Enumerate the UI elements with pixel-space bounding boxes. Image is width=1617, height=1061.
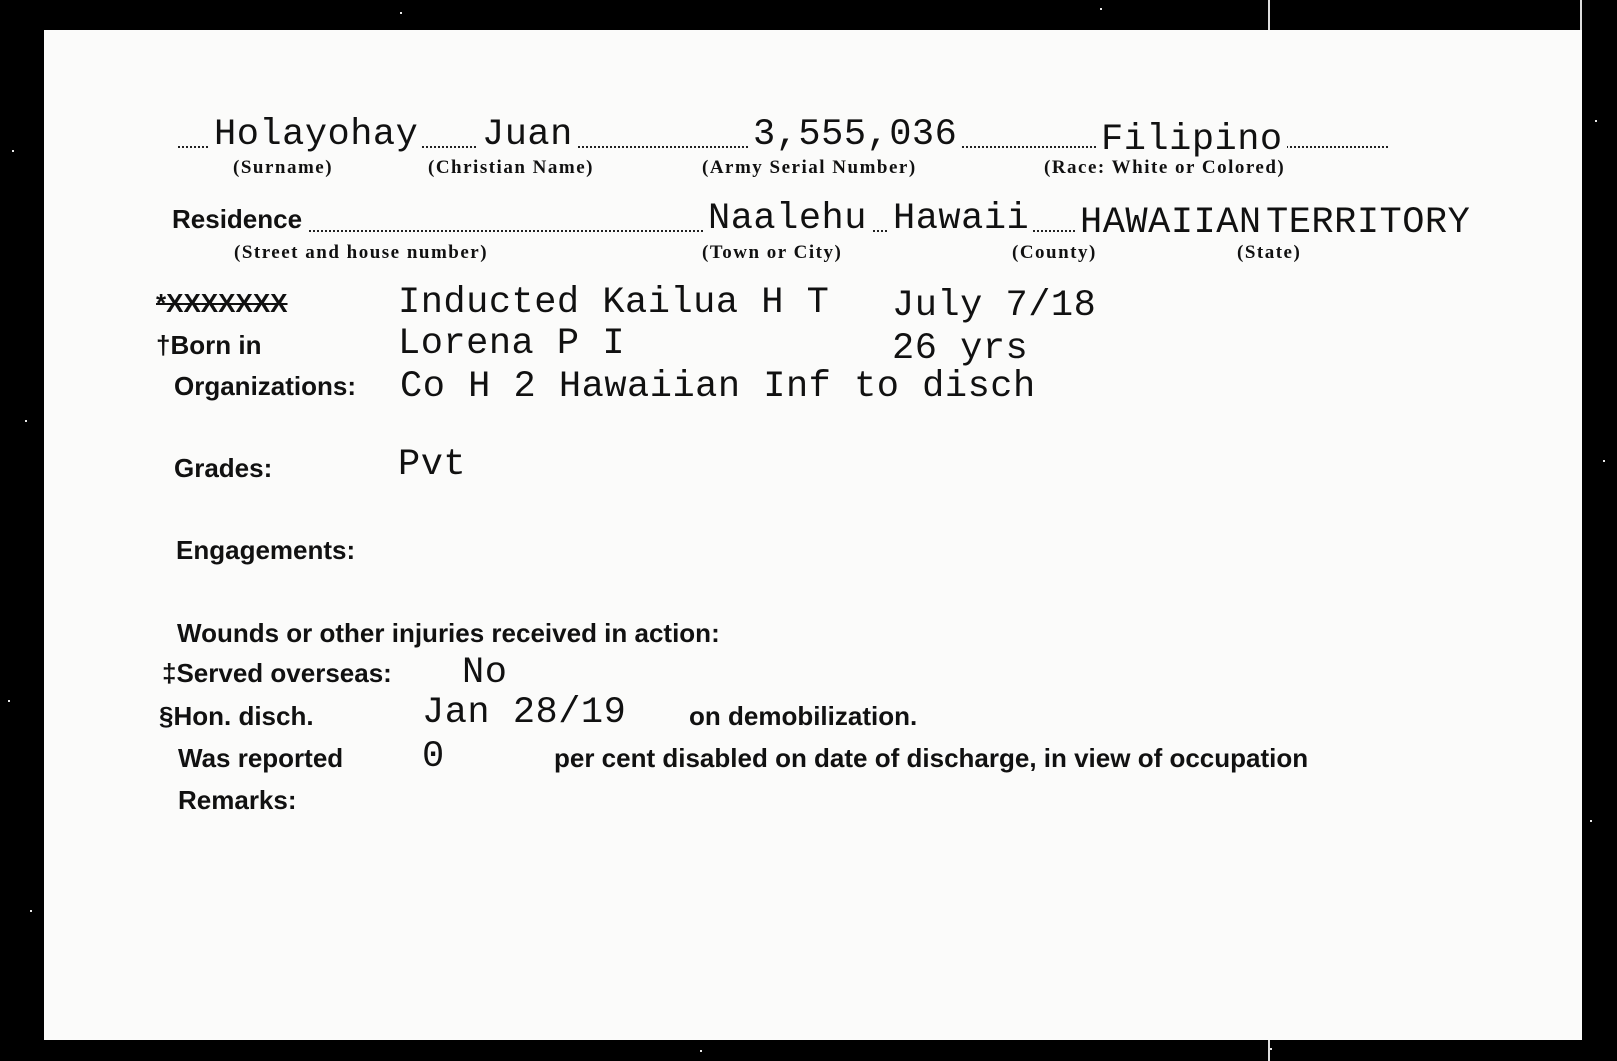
organizations-value: Co H 2 Hawaiian Inf to disch [400,366,1036,408]
christian-name-value: Juan [478,114,577,156]
scan-speck [1603,460,1605,462]
age-value: 26 yrs [892,328,1029,370]
scan-speck [1590,820,1592,822]
organizations-label: Organizations: [174,371,357,401]
scan-speck [400,12,402,14]
disability-percent-value: 0 [422,736,445,778]
residence-state-value-2: TERRITORY [1266,202,1471,244]
residence-town-value: Naalehu [704,198,871,240]
residence-county-value: Hawaii [889,198,1033,240]
was-reported-label: Was reported [178,743,344,773]
scan-speck [8,700,10,702]
born-in-value: Lorena P I [398,323,626,365]
scan-edge-mark [1268,1040,1270,1061]
grades-label: Grades: [174,453,273,483]
county-caption: (County) [1012,242,1097,263]
enlisted-date-value: July 7/18 [892,285,1097,327]
surname-caption: (Surname) [233,157,334,178]
enlisted-value: Inducted Kailua H T [398,282,830,324]
service-record-card [44,30,1582,1040]
serial-number-value: 3,555,036 [749,114,961,156]
hon-disch-date-value: Jan 28/19 [422,692,627,734]
race-value: Filipino [1097,119,1287,161]
scan-speck [1270,1048,1272,1050]
hon-disch-suffix: on demobilization. [689,701,918,731]
engagements-label: Engagements: [176,535,356,565]
served-overseas-value: No [462,652,508,694]
scan-speck [30,910,32,912]
town-caption: (Town or City) [702,242,843,263]
serial-number-caption: (Army Serial Number) [702,157,917,178]
street-caption: (Street and house number) [234,242,489,263]
scan-edge-mark [1268,0,1270,30]
scan-edge-mark [1580,0,1582,30]
residence-label: Residence [172,204,303,234]
remarks-label: Remarks: [178,785,297,815]
christian-name-caption: (Christian Name) [428,157,594,178]
scan-speck [1595,120,1597,122]
disability-suffix: per cent disabled on date of discharge, in view of occupation [554,743,1309,773]
scan-speck [25,420,27,422]
served-overseas-label: ‡Served overseas: [162,658,392,688]
state-caption: (State) [1237,242,1302,263]
scan-speck [700,1050,702,1052]
residence-state-value-1: HAWAIIAN [1076,202,1266,244]
race-caption: (Race: White or Colored) [1044,157,1286,178]
scan-speck [12,150,14,152]
born-in-label: †Born in [156,330,262,360]
wounds-label: Wounds or other injuries received in action: [177,618,720,648]
grades-value: Pvt [398,444,467,486]
enlisted-label-struck: *XXXXXXX [156,288,288,318]
scan-speck [1100,8,1102,10]
hon-disch-label: §Hon. disch. [159,701,314,731]
surname-value: Holayohay [210,114,422,156]
